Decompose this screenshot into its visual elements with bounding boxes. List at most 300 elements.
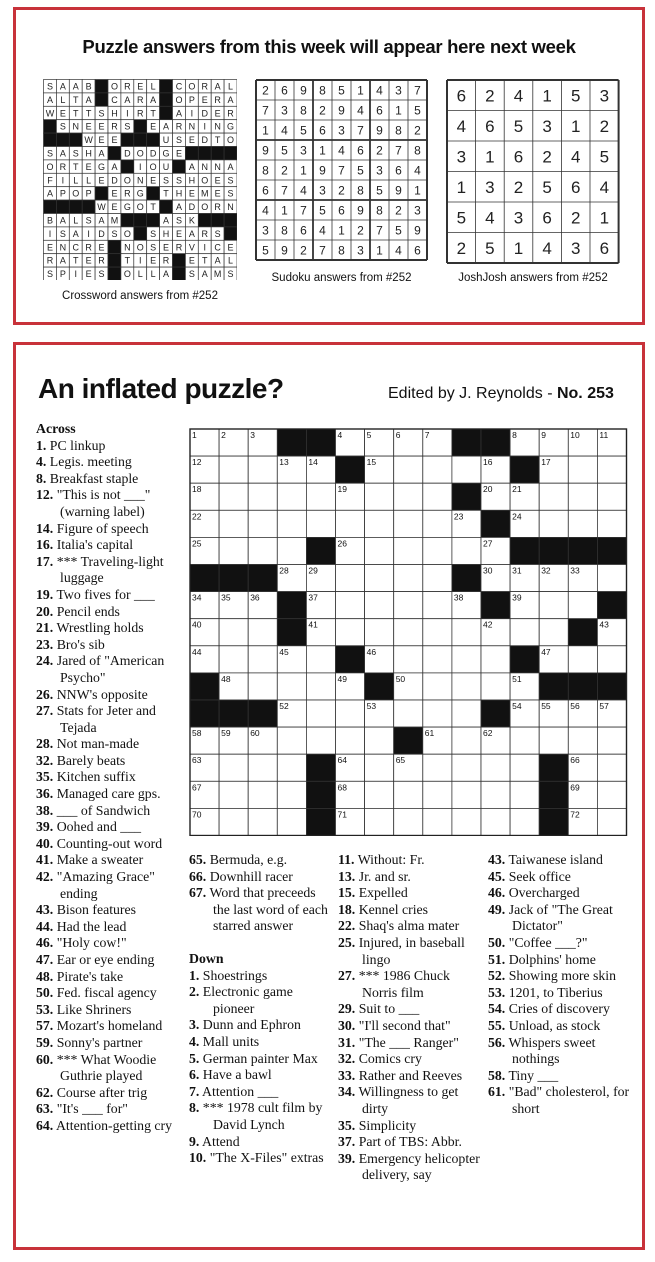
puzzle-cell[interactable] [423,510,452,537]
clue-number: 21 [512,484,522,495]
across-clue [36,736,191,753]
puzzle-cell[interactable] [365,483,394,510]
clue-number: 50 [395,673,406,684]
clue-number: 49 [337,673,347,684]
sudoku-digit: 5 [357,163,364,178]
puzzle-cell[interactable] [423,754,452,781]
clue-number: 13 [279,457,289,468]
down-clue [488,869,633,886]
black-square [108,240,121,253]
black-square [160,80,173,93]
puzzle-cell[interactable] [452,646,481,673]
puzzle-cell[interactable] [394,483,423,510]
answer-letter: E [163,242,170,253]
black-square [160,200,173,213]
sudoku-digit: 8 [300,103,307,118]
answer-letter: G [227,121,235,132]
puzzle-cell[interactable] [248,619,277,646]
puzzle-cell[interactable] [248,537,277,564]
clue-text: Attention-getting cry [53,1117,173,1133]
answer-letter: A [124,94,131,105]
sudoku-digit: 9 [376,123,383,138]
black-square [452,483,481,510]
answer-letter: M [201,188,209,199]
answer-letter: R [227,108,234,119]
puzzle-cell[interactable] [510,781,539,808]
clue-number: 60 [250,728,260,739]
sudoku-digit: 8 [357,183,364,198]
puzzle-cell[interactable] [248,646,277,673]
puzzle-cell[interactable] [336,619,365,646]
puzzle-cell[interactable] [423,565,452,592]
puzzle-cell[interactable] [510,727,539,754]
puzzle-cell[interactable] [277,673,306,700]
puzzle-cell[interactable] [394,646,423,673]
puzzle-cell[interactable] [365,808,394,835]
clue-text: Had the lead [53,918,127,934]
answer-letter: E [227,242,234,253]
puzzle-cell[interactable] [248,510,277,537]
answer-letter: C [175,81,183,92]
black-square [44,120,57,133]
puzzle-cell[interactable] [568,456,597,483]
puzzle-cell[interactable] [277,727,306,754]
puzzle-cell[interactable] [597,808,626,835]
puzzle-cell[interactable] [452,456,481,483]
puzzle-cell[interactable] [568,592,597,619]
joshjosh-digit: 1 [485,147,495,167]
answer-letter: R [201,228,208,239]
answer-letter: A [214,255,221,266]
puzzle-cell[interactable] [365,781,394,808]
puzzle-cell[interactable] [452,727,481,754]
clue-number-label: 67. [189,885,207,901]
black-square [481,510,510,537]
joshjosh-digit: 6 [599,238,610,258]
puzzle-cell[interactable] [452,808,481,835]
puzzle-cell[interactable] [597,483,626,510]
sudoku-digit: 1 [300,163,307,178]
answer-letter: G [162,148,170,159]
clue-number-label: 54. [488,1001,506,1017]
black-square [219,700,248,727]
clue-text: German painter Max [199,1050,318,1066]
answer-letter: T [85,108,92,119]
puzzle-cell[interactable] [365,565,394,592]
puzzle-cell[interactable] [481,808,510,835]
clue-number-label: 58. [488,1067,506,1083]
puzzle-cell[interactable] [394,781,423,808]
joshjosh-digit: 1 [542,86,552,106]
puzzle-cell[interactable] [597,646,626,673]
joshjosh-digit: 3 [599,86,610,106]
answer-letter: T [124,255,131,266]
clue-number: 67 [192,782,202,793]
down-clue [338,1035,483,1052]
clue-number: 48 [221,673,231,684]
puzzle-cell[interactable] [539,727,568,754]
sudoku-digit: 6 [414,243,421,258]
clue-number: 10 [570,430,580,440]
answer-letter: E [98,121,105,132]
sudoku-digit: 7 [376,223,383,238]
clue-text: Breakfast staple [46,470,139,486]
sudoku-digit: 3 [319,183,326,198]
puzzle-cell[interactable] [219,619,248,646]
puzzle-cell[interactable] [306,646,335,673]
black-square [539,673,568,700]
clue-text: "It's ___ for" [53,1101,128,1117]
clue-number-label: 6. [189,1067,200,1083]
puzzle-cell[interactable] [597,727,626,754]
black-square [224,214,237,227]
puzzle-cell[interactable] [248,781,277,808]
puzzle-cell[interactable] [248,483,277,510]
black-square [95,187,108,200]
answer-letter: E [175,228,182,239]
clue-number-label: 4. [189,1033,200,1049]
clue-text: Comics cry [355,1051,422,1067]
clue-text: Without: Fr. [354,852,425,867]
puzzle-cell[interactable] [219,510,248,537]
clue-number: 22 [192,511,202,522]
clue-text: NNW's opposite [53,686,148,702]
answer-letter: S [46,81,53,92]
clue-text: *** What Woodie Guthrie played [53,1051,157,1084]
black-square [597,592,626,619]
puzzle-cell[interactable] [394,700,423,727]
down-clue [189,1067,329,1084]
clue-number: 37 [308,592,318,603]
black-square [198,147,211,160]
clue-text: Kitchen suffix [53,769,136,785]
puzzle-cell[interactable] [336,592,365,619]
puzzle-cell[interactable] [423,483,452,510]
clue-text: Injured, in baseball lingo [355,934,465,967]
answer-letter: O [136,148,144,159]
puzzle-cell[interactable] [452,781,481,808]
puzzle-cell[interactable] [481,754,510,781]
puzzle-cell[interactable] [423,619,452,646]
answer-letter: S [72,148,79,159]
joshjosh-digit: 6 [542,208,552,228]
answer-letter: S [163,175,170,186]
puzzle-cell[interactable] [510,619,539,646]
clue-number-label: 34. [338,1084,356,1100]
puzzle-cell[interactable] [219,483,248,510]
clue-number-label: 8. [36,470,47,486]
puzzle-cell[interactable] [423,646,452,673]
puzzle-cell[interactable] [452,619,481,646]
answer-letter: A [98,215,105,226]
down-clue [338,1134,483,1151]
answer-letter: S [98,269,105,280]
answer-letter: R [175,242,183,253]
answer-letter: C [214,242,221,253]
sudoku-digit: 8 [395,123,402,138]
puzzle-cell[interactable] [306,483,335,510]
puzzle-cell[interactable] [306,673,335,700]
clue-text: Sonny's partner [53,1034,143,1050]
clue-number: 8 [512,430,517,440]
puzzle-cell[interactable] [336,727,365,754]
joshjosh-digit: 3 [542,116,552,136]
puzzle-cell[interactable] [568,646,597,673]
clue-number-label: 20. [36,603,54,619]
sudoku-digit: 9 [395,183,402,198]
clue-number: 32 [541,565,551,576]
joshjosh-digit: 4 [570,147,581,167]
puzzle-cell[interactable] [365,592,394,619]
sudoku-digit: 5 [414,103,421,118]
answer-letter: R [137,108,144,119]
puzzle-cell[interactable] [423,592,452,619]
puzzle-cell[interactable] [365,510,394,537]
clue-number-label: 16. [36,537,54,553]
puzzle-cell[interactable] [219,754,248,781]
sudoku-digit: 4 [319,223,326,238]
puzzle-cell[interactable] [219,537,248,564]
answer-letter: D [201,135,208,146]
puzzle-number: No. 253 [556,385,614,402]
answer-letter: T [73,94,79,105]
puzzle-cell[interactable] [452,537,481,564]
clue-text: Counting-out word [53,835,163,851]
puzzle-cell[interactable] [452,754,481,781]
answer-letter: D [124,148,131,159]
clue-number-label: 48. [36,968,54,984]
clue-text: Legis. meeting [46,454,132,470]
clue-number-label: 35. [338,1117,356,1133]
answer-letter: T [150,202,156,213]
puzzle-cell[interactable] [568,483,597,510]
answer-letter: T [214,135,221,146]
joshjosh-digit: 5 [456,208,467,228]
puzzle-cell[interactable] [539,483,568,510]
clue-number-label: 39. [36,819,54,835]
puzzle-cell[interactable] [277,510,306,537]
puzzle-cell[interactable] [539,510,568,537]
puzzle-cell[interactable] [219,646,248,673]
clue-number-label: 55. [488,1017,506,1033]
across-clue [36,969,191,986]
clue-number-label: 19. [36,586,54,602]
down-clue [488,1018,633,1035]
answer-letter: L [73,215,79,226]
puzzle-cell[interactable] [365,754,394,781]
sudoku-digit: 2 [300,243,307,258]
sudoku-digit: 1 [281,203,288,218]
sudoku-digit: 6 [300,223,307,238]
clue-number-label: 13. [338,868,356,884]
answer-letter: A [227,94,234,105]
clue-text: Two fives for ___ [53,586,155,602]
puzzle-cell[interactable] [423,673,452,700]
clue-number: 66 [570,755,580,766]
puzzle-cell[interactable] [481,781,510,808]
puzzle-cell[interactable] [336,510,365,537]
clue-number: 58 [192,728,202,739]
answer-letter: H [175,188,183,199]
answer-letter: S [46,148,53,159]
clue-number-label: 36. [36,786,54,802]
clue-number-label: 44. [36,918,54,934]
answer-letter: R [201,81,208,92]
puzzle-cell[interactable] [365,619,394,646]
down-clue [488,902,633,935]
puzzle-cell[interactable] [219,456,248,483]
clue-number-label: 61. [488,1084,506,1100]
puzzle-cell[interactable] [568,727,597,754]
black-square [160,93,173,106]
answer-letter: C [72,242,79,253]
puzzle-cell[interactable] [510,754,539,781]
puzzle-cell[interactable] [597,781,626,808]
sudoku-digit: 4 [281,123,288,138]
black-square [82,200,95,213]
clue-number: 55 [541,701,551,711]
joshjosh-digit: 4 [513,86,524,106]
puzzle-cell[interactable] [277,781,306,808]
clue-number-label: 56. [488,1034,506,1050]
answer-letter: A [214,81,221,92]
clue-number-label: 22. [338,918,356,934]
clue-text: Electronic game pioneer [199,984,293,1016]
puzzle-title: An inflated puzzle? [38,373,284,404]
puzzle-cell[interactable] [423,781,452,808]
clue-number: 61 [424,728,435,739]
puzzle-cell[interactable] [306,700,335,727]
answer-letter: G [123,202,131,213]
puzzle-cell[interactable] [394,510,423,537]
sudoku-digit: 3 [376,163,383,178]
across-clue [36,687,191,704]
answer-letter: A [98,148,105,159]
puzzle-cell[interactable] [394,619,423,646]
puzzle-cell[interactable] [539,619,568,646]
clue-text: Attention ___ [199,1083,279,1099]
puzzle-cell[interactable] [219,781,248,808]
puzzle-cell[interactable] [336,700,365,727]
puzzle-cell[interactable] [277,537,306,564]
across-clue [36,1101,191,1118]
clue-number-label: 17. [36,553,54,569]
puzzle-cell[interactable] [219,808,248,835]
across-clue [36,1018,191,1035]
puzzle-cell[interactable] [423,808,452,835]
black-square [568,673,597,700]
answer-letter: E [111,202,118,213]
clue-text: Jack of "The Great Dictator" [505,901,613,934]
puzzle-cell[interactable] [394,592,423,619]
puzzle-cell[interactable] [423,537,452,564]
sudoku-digit: 6 [376,103,383,118]
puzzle-cell[interactable] [597,510,626,537]
clue-text: Bison features [53,902,137,918]
puzzle-cell[interactable] [452,673,481,700]
puzzle-cell[interactable] [365,727,394,754]
clue-number-label: 29. [338,1001,356,1017]
puzzle-cell[interactable] [481,646,510,673]
puzzle-cell[interactable] [248,754,277,781]
puzzle-cell[interactable] [248,808,277,835]
sudoku-digit: 3 [262,223,269,238]
clue-number-label: 27. [338,968,356,984]
puzzle-cell[interactable] [365,537,394,564]
puzzle-cell[interactable] [277,754,306,781]
joshjosh-digit: 6 [485,116,495,136]
answer-letter: R [214,202,221,213]
black-square [568,537,597,564]
puzzle-cell[interactable] [539,592,568,619]
puzzle-cell[interactable] [336,565,365,592]
down-clue [488,952,633,969]
puzzle-cell[interactable] [597,565,626,592]
joshjosh-digit: 1 [456,177,467,197]
clue-number-label: 1. [189,967,200,983]
puzzle-cell[interactable] [597,456,626,483]
clue-number: 43 [599,619,609,630]
answer-letter: S [214,228,221,239]
answer-letter: T [73,108,79,119]
down-clue [338,935,483,968]
answer-letter: L [150,81,156,92]
puzzle-cell[interactable] [394,565,423,592]
clue-number: 39 [512,592,522,603]
puzzle-cell[interactable] [481,673,510,700]
across-clue [36,438,191,455]
answer-letter: S [227,175,234,186]
answer-letter: O [201,202,209,213]
sudoku-digit: 7 [319,243,326,258]
sudoku-digit: 6 [395,163,402,178]
puzzle-cell[interactable] [423,456,452,483]
answer-letter: I [61,175,65,186]
answer-letter: A [188,228,195,239]
clue-text: Barely beats [53,752,126,768]
clue-number-label: 30. [338,1017,356,1033]
puzzle-cell[interactable] [423,700,452,727]
puzzle-cell[interactable] [597,754,626,781]
clue-text: "Coffee ___?" [505,934,588,950]
black-square [185,147,198,160]
puzzle-cell[interactable] [306,510,335,537]
puzzle-cell[interactable] [394,808,423,835]
puzzle-cell[interactable] [277,808,306,835]
black-square [394,727,423,754]
clue-number-label: 62. [36,1084,54,1100]
answer-letter: O [227,135,235,146]
puzzle-cell[interactable] [452,700,481,727]
puzzle-cell[interactable] [306,727,335,754]
black-square [248,565,277,592]
puzzle-cell[interactable] [248,673,277,700]
across-clue [36,819,191,836]
puzzle-cell[interactable] [394,537,423,564]
puzzle-cell[interactable] [248,456,277,483]
puzzle-cell[interactable] [568,510,597,537]
black-square [173,160,186,173]
crossword-grid[interactable] [189,428,629,836]
puzzle-cell[interactable] [510,808,539,835]
clue-number-label: 12. [36,487,54,503]
black-square [147,214,160,227]
puzzle-cell[interactable] [394,456,423,483]
across-clue [36,1002,191,1019]
puzzle-cell[interactable] [277,483,306,510]
joshjosh-digit: 5 [513,116,524,136]
clue-number-label: 57. [36,1018,54,1034]
